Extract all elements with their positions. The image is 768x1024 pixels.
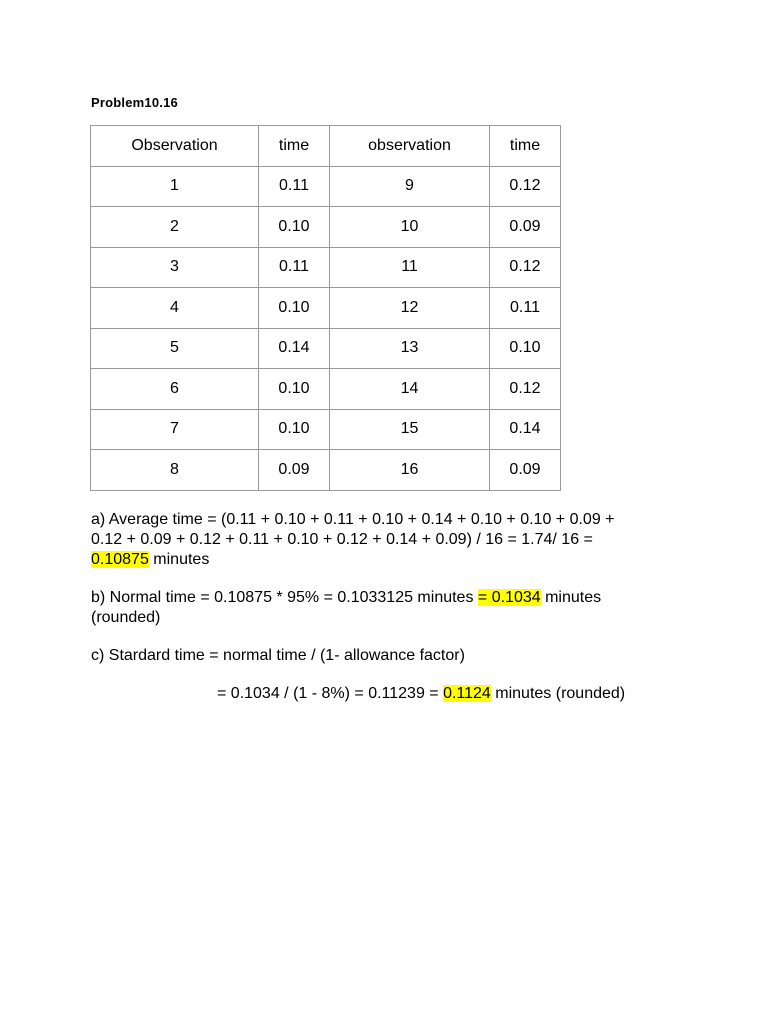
part-c-line-2: [217, 684, 697, 704]
table-row: [91, 166, 561, 207]
table-row: [91, 409, 561, 450]
part-a-line-3: [91, 550, 671, 570]
table-cell: 6: [91, 369, 259, 410]
table-row: [91, 369, 561, 410]
part-a-line-2: 0.12 + 0.09 + 0.12 + 0.11 + 0.10 + 0.12 + 0.14 + 0.09) / 16 = 1.74/ 16 =: [91, 531, 593, 548]
part-c-prefix: = 0.1034 / (1 - 8%) = 0.11239 =: [217, 685, 444, 702]
part-b-prefix: b) Normal time = 0.10875 * 95% = 0.1033125 minutes: [91, 589, 478, 606]
part-c-line-1: c) Stardard time = normal time / (1- allowance factor): [91, 647, 465, 664]
table-cell: 0.10: [259, 288, 330, 329]
table-row: [91, 207, 561, 248]
table-cell: 4: [91, 288, 259, 329]
table-header-row: [91, 126, 561, 167]
problem-title: Problem10.16: [91, 95, 178, 110]
table-row: [91, 288, 561, 329]
table-cell: 0.09: [490, 207, 561, 248]
table-cell: 0.11: [259, 166, 330, 207]
table-cell: 14: [330, 369, 490, 410]
table-row: [91, 450, 561, 491]
table-cell: 0.10: [259, 207, 330, 248]
part-a-line-1: a) Average time = (0.11 + 0.10 + 0.11 + 0.10 + 0.14 + 0.10 + 0.10 + 0.09 +: [91, 511, 615, 528]
part-c-highlight: 0.1124: [443, 685, 491, 702]
header-cell: observation: [330, 126, 490, 167]
table-cell: 0.14: [490, 409, 561, 450]
part-a-paragraph: [91, 510, 671, 570]
header-cell: time: [259, 126, 330, 167]
part-b-paragraph: [91, 588, 671, 628]
table-cell: 13: [330, 328, 490, 369]
header-cell: time: [490, 126, 561, 167]
table-cell: 7: [91, 409, 259, 450]
part-b-highlight: = 0.1034: [477, 589, 541, 606]
table-cell: 0.09: [259, 450, 330, 491]
table-cell: 15: [330, 409, 490, 450]
table-cell: 0.10: [490, 328, 561, 369]
part-b-line-2: (rounded): [91, 609, 161, 626]
table-cell: 11: [330, 247, 490, 288]
part-a-suffix: minutes: [148, 551, 210, 568]
table-cell: 3: [91, 247, 259, 288]
table-cell: 12: [330, 288, 490, 329]
table-cell: 16: [330, 450, 490, 491]
observation-table: [90, 125, 561, 491]
table-cell: 0.10: [259, 369, 330, 410]
table-cell: 0.11: [490, 288, 561, 329]
table-row: [91, 328, 561, 369]
table-cell: 0.10: [259, 409, 330, 450]
table-cell: 2: [91, 207, 259, 248]
table-cell: 0.12: [490, 369, 561, 410]
table-cell: 10: [330, 207, 490, 248]
table-cell: 0.12: [490, 247, 561, 288]
part-b-suffix: minutes: [540, 589, 602, 606]
part-c-suffix: minutes (rounded): [490, 685, 626, 702]
header-cell: Observation: [91, 126, 259, 167]
table-cell: 1: [91, 166, 259, 207]
table-cell: 0.11: [259, 247, 330, 288]
table-cell: 0.09: [490, 450, 561, 491]
table-cell: 0.12: [490, 166, 561, 207]
part-b-line-1: [91, 588, 671, 608]
table-cell: 0.14: [259, 328, 330, 369]
table-row: [91, 247, 561, 288]
part-a-highlight: 0.10875: [91, 551, 149, 568]
table-cell: 5: [91, 328, 259, 369]
table-cell: 9: [330, 166, 490, 207]
table-cell: 8: [91, 450, 259, 491]
